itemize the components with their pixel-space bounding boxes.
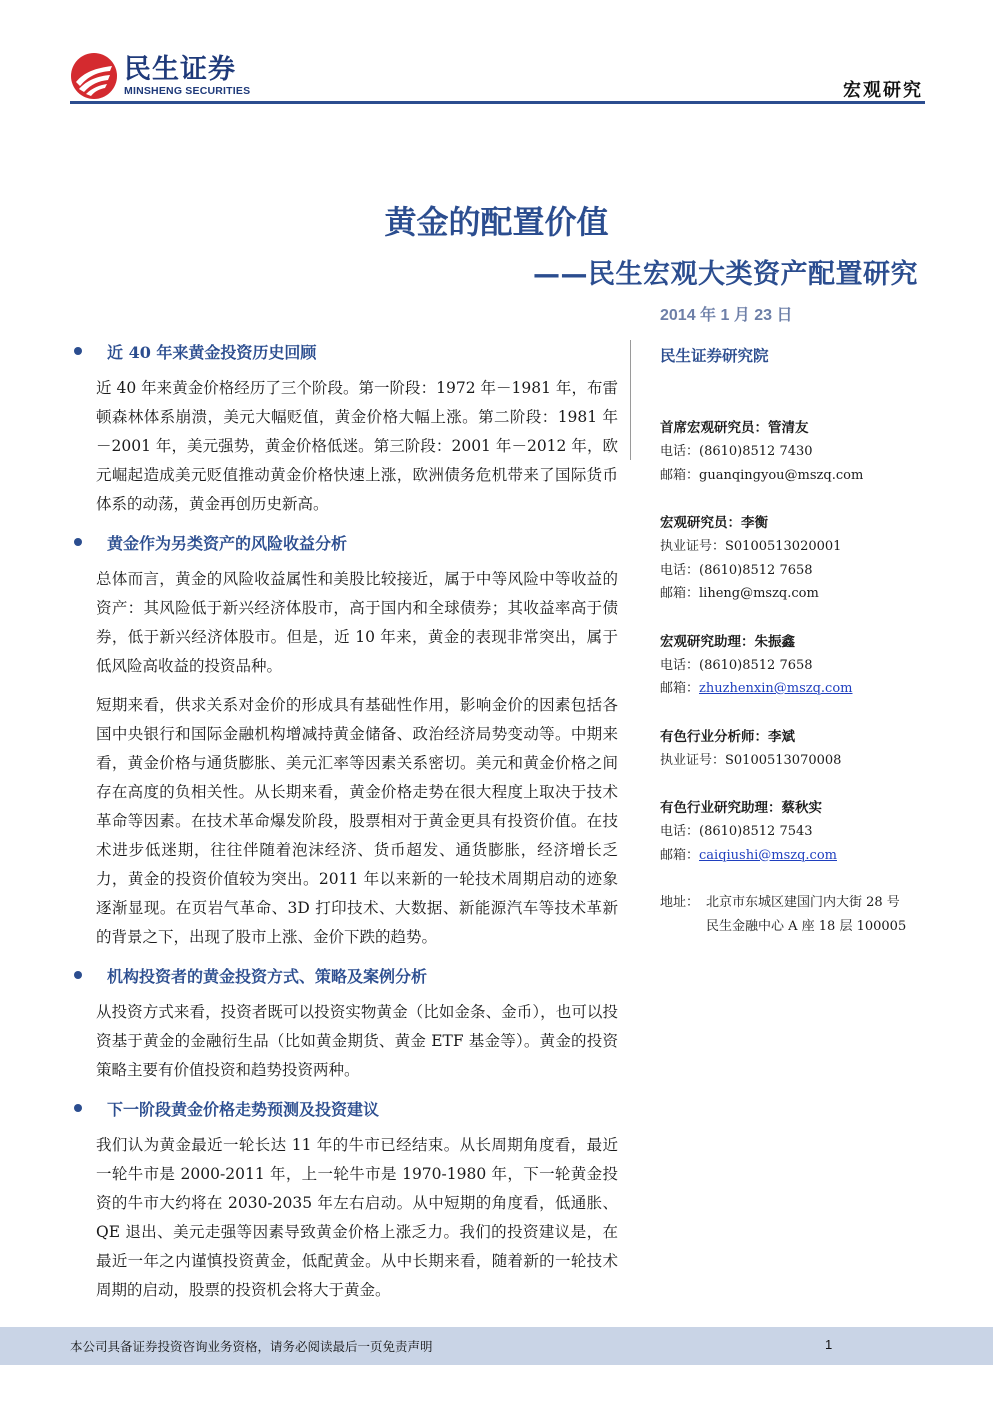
analyst-email: 邮箱：liheng@mszq.com xyxy=(660,586,819,601)
email-label: 邮箱： xyxy=(660,847,700,863)
address-label: 地址： xyxy=(660,895,700,910)
section-paragraph: 我们认为黄金最近一轮长达 11 年的牛市已经结束。从长周期角度看，最近一轮牛市是 2000-2011 年，上一轮牛市是 1970-1980 年，下一轮黄金投资的牛市大约将在 2030-2035 年左右启动。从中短期的角度看，低通胀、QE 退出、美元走强等因素导致黄金价格上涨乏力。我们的投资建议是，在最近一年之内谨慎投资黄金，低配黄金。从中长期来看，随着新的一轮技术周期的启动，股票的投资机会将大于黄金。 xyxy=(96,1136,618,1299)
logo-english-name: MINSHENG SECURITIES xyxy=(124,85,251,97)
analyst-email: 邮箱：guanqingyou@mszq.com xyxy=(660,467,864,483)
bullet-icon xyxy=(74,347,82,355)
page-footer xyxy=(0,1327,993,1365)
analyst-title: 有色行业分析师：李斌 xyxy=(660,728,795,745)
company-logo xyxy=(70,52,250,100)
section-heading xyxy=(70,531,618,553)
analyst-email-link[interactable]: caiqiushi@mszq.com xyxy=(699,847,837,863)
bullet-icon xyxy=(74,971,82,979)
analyst-title: 有色行业研究助理：蔡秋实 xyxy=(660,800,822,816)
section-heading xyxy=(70,1097,618,1119)
section-paragraph: 总体而言，黄金的风险收益属性和美股比较接近，属于中等风险中等收益的资产：其风险低于新兴经济体股市，高于国内和全球债券；其收益率高于债券，低于新兴经济体股市。但是，近 10 年来，黄金的表现非常突出，属于低风险高收益的投资品种。 xyxy=(96,570,618,675)
section-heading-text: 黄金作为另类资产的风险收益分析 xyxy=(107,533,348,553)
analyst-title: 首席宏观研究员：管清友 xyxy=(660,420,809,436)
institute-name: 民生证券研究院 xyxy=(660,346,769,365)
section-heading xyxy=(70,340,618,362)
analyst-contact xyxy=(660,796,930,867)
analyst-title: 宏观研究助理：朱振鑫 xyxy=(660,633,795,650)
section-paragraph: 从投资方式来看，投资者既可以投资实物黄金（比如金条、金币），也可以投资基于黄金的金融衍生品（比如黄金期货、黄金 ETF 基金等）。黄金的投资策略主要有价值投资和趋势投资两种。 xyxy=(96,1003,618,1079)
page-header xyxy=(70,50,925,102)
analyst-license: 执业证号：S0100513020001 xyxy=(660,539,842,554)
company-address xyxy=(660,891,930,939)
analyst-email xyxy=(660,677,930,701)
section-heading xyxy=(70,964,618,986)
section-paragraph: 近 40 年来黄金价格经历了三个阶段。第一阶段：1972 年－1981 年，布雷顿森林体系崩溃，美元大幅贬值，黄金价格大幅上涨。第二阶段：1981 年－2001 年，美元强势，黄金价格低迷。第三阶段：2001 年－2012 年，欧元崛起造成美元贬值推动黄金价格快速上涨，欧洲债务危机带来了国际货币体系的动荡，黄金再创历史新高。 xyxy=(96,379,618,513)
address-line: 民生金融中心 A 座 18 层 100005 xyxy=(706,919,907,934)
summary-column xyxy=(70,340,618,1305)
section-heading-text: 下一阶段黄金价格走势预测及投资建议 xyxy=(107,1099,380,1119)
bullet-icon xyxy=(74,538,82,546)
section-paragraph: 短期来看，供求关系对金价的形成具有基础性作用，影响金价的因素包括各国中央银行和国际金融机构增减持黄金储备、政治经济局势变动等。中期来看，黄金价格与通货膨胀、美元汇率等因素关系密切。美元和黄金价格之间存在高度的负相关性。从长期来看，黄金价格走势在很大程度上取决于技术革命等因素。在技术革命爆发阶段，股票相对于黄金更具有投资价值。在技术进步低迷期，往往伴随着泡沫经济、货币超发、通货膨胀，经济增长乏力，黄金的投资价值较为突出。2011 年以来新的一轮技术周期启动的迹象逐渐显现。在页岩气革命、3D 打印技术、大数据、新能源汽车等技术革新的背景之下，出现了股市上涨、金价下跌的趋势。 xyxy=(96,696,618,946)
email-label: 邮箱： xyxy=(660,681,700,696)
analyst-license: 执业证号：S0100513070008 xyxy=(660,752,842,768)
analyst-contact xyxy=(660,511,930,606)
header-divider xyxy=(70,101,925,104)
analyst-email xyxy=(660,844,930,868)
column-divider xyxy=(630,340,631,460)
analyst-phone: 电话：(8610)8512 7658 xyxy=(660,657,813,673)
analyst-phone: 电话：(8610)8512 7430 xyxy=(660,444,813,459)
analyst-contact xyxy=(660,416,930,487)
analyst-email-link[interactable]: zhuzhenxin@mszq.com xyxy=(699,681,853,696)
address-line: 北京市东城区建国门内大街 28 号 xyxy=(706,895,900,910)
report-category: 宏观研究 xyxy=(843,80,923,101)
section-heading-text: 近 40 年来黄金投资历史回顾 xyxy=(107,342,317,362)
analyst-contact xyxy=(660,630,930,701)
footer-disclaimer: 本公司具备证券投资咨询业务资格，请务必阅读最后一页免责声明 xyxy=(70,1339,433,1354)
analyst-phone: 电话：(8610)8512 7658 xyxy=(660,562,813,578)
logo-chinese-name: 民生证券 xyxy=(124,54,236,85)
logo-emblem-icon xyxy=(70,52,118,100)
report-date: 2014 年 1 月 23 日 xyxy=(660,307,793,324)
analyst-sidebar xyxy=(660,340,930,939)
section-heading-text: 机构投资者的黄金投资方式、策略及案例分析 xyxy=(107,966,428,986)
page-number: 1 xyxy=(825,1337,833,1352)
analyst-phone: 电话：(8610)8512 7543 xyxy=(660,824,813,839)
bullet-icon xyxy=(74,1104,82,1112)
report-subtitle: ——民生宏观大类资产配置研究 xyxy=(533,259,918,290)
report-title: 黄金的配置价值 xyxy=(384,203,609,241)
analyst-title: 宏观研究员：李衡 xyxy=(660,515,768,531)
analyst-contact xyxy=(660,725,930,773)
